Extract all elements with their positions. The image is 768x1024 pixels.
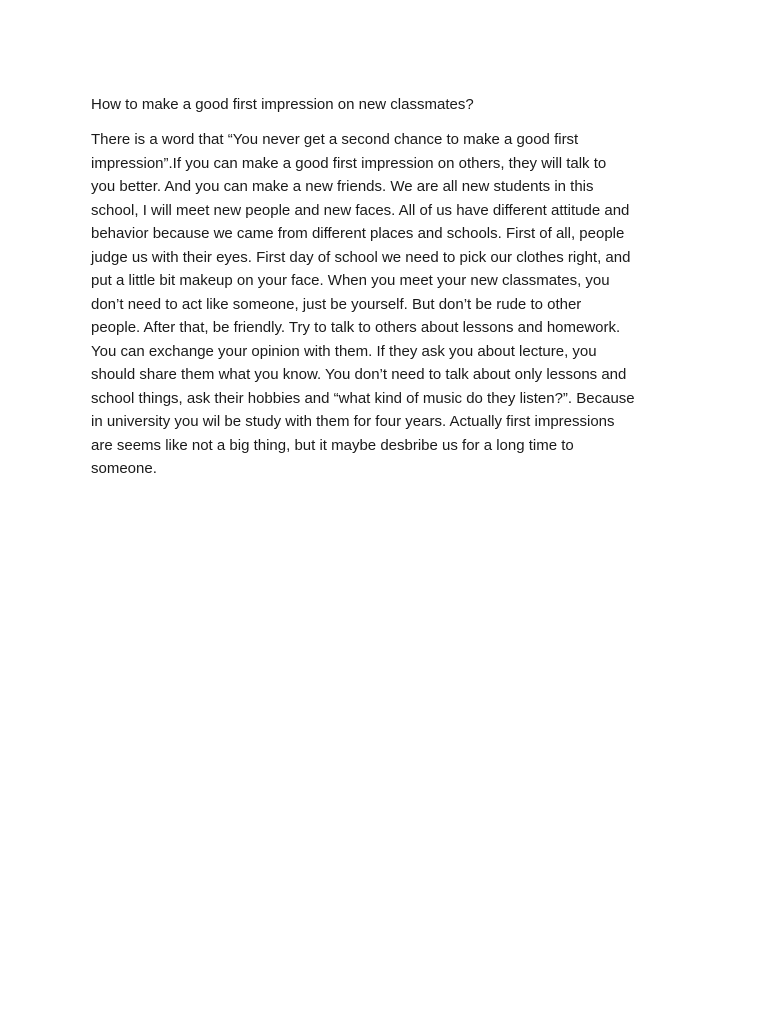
body-line: are seems like not a big thing, but it maybe desbribe us for a long time to xyxy=(91,436,574,454)
document-title: How to make a good first impression on new classmates? xyxy=(91,96,474,113)
body-line: you better. And you can make a new friends. We are all new students in this xyxy=(91,178,594,195)
body-line: someone. xyxy=(91,460,157,477)
body-line: people. After that, be friendly. Try to talk to others about lessons and homework. xyxy=(91,319,621,336)
body-line: There is a word that “You never get a second chance to make a good first xyxy=(91,131,579,148)
body-line: judge us with their eyes. First day of school we need to pick our clothes right, and xyxy=(91,248,631,266)
body-line: behavior because we came from different places and schools. First of all, people xyxy=(91,225,625,242)
body-line: in university you wil be study with them for four years. Actually first impressions xyxy=(91,413,615,430)
document-content xyxy=(91,93,691,481)
body-line: school, I will meet new people and new faces. All of us have different attitude and xyxy=(91,201,630,219)
body-line: put a little bit makeup on your face. When you meet your new classmates, you xyxy=(91,272,610,289)
body-line: should share them what you know. You don’t need to talk about only lessons and xyxy=(91,366,627,383)
body-line: school things, ask their hobbies and “what kind of music do they listen?”. Because xyxy=(91,389,635,407)
document-body xyxy=(91,128,691,481)
body-line: don’t need to act like someone, just be yourself. But don’t be rude to other xyxy=(91,295,582,313)
body-line: You can exchange your opinion with them. If they ask you about lecture, you xyxy=(91,342,597,360)
body-line: impression”.If you can make a good first impression on others, they will talk to xyxy=(91,154,607,172)
